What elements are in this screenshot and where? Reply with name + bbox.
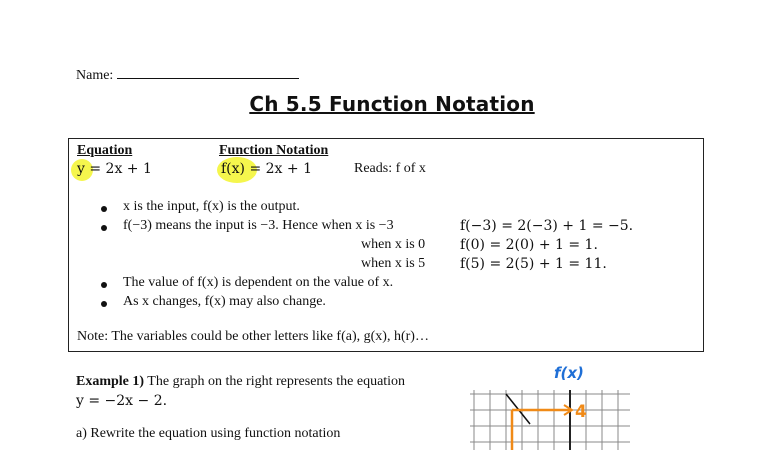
definition-box	[68, 138, 704, 352]
bullet-dot	[101, 301, 107, 307]
bullet-3: The value of f(x) is dependent on the value of x.	[123, 275, 394, 290]
when-x-0: when x is 0	[361, 237, 426, 252]
column-header-function-notation: Function Notation	[219, 143, 329, 158]
bullet-4: As x changes, f(x) may also change.	[123, 294, 326, 309]
function-notation-text: f(x) = 2x + 1	[221, 161, 312, 177]
reads-text: Reads: f of x	[354, 161, 426, 176]
graph-grid	[470, 390, 630, 450]
column-header-equation: Equation	[77, 143, 133, 158]
note-text: Note: The variables could be other letters like f(a), g(x), h(r)…	[77, 329, 429, 344]
name-field	[76, 66, 299, 84]
when-x-5: when x is 5	[361, 256, 426, 271]
example-1-part-a: a) Rewrite the equation using function notation	[76, 426, 341, 441]
bullet-dot	[101, 282, 107, 288]
example-1-description: The graph on the right represents the equation	[144, 374, 406, 389]
example-graph	[470, 390, 630, 450]
bullet-dot	[101, 206, 107, 212]
equation-text: y = 2x + 1	[77, 161, 152, 177]
bullet-2: f(−3) means the input is −3. Hence when x is −3	[123, 218, 394, 233]
example-1-text	[76, 374, 405, 390]
graph-annotation: 4	[575, 402, 587, 422]
result-5: f(5) = 2(5) + 1 = 11.	[460, 256, 607, 272]
page-title: Ch 5.5 Function Notation	[249, 92, 535, 116]
graph-axis-label: f(x)	[554, 364, 584, 382]
bullet-dot	[101, 225, 107, 231]
example-1-label: Example 1)	[76, 374, 145, 389]
result-0: f(0) = 2(0) + 1 = 1.	[460, 237, 598, 253]
example-1-equation: y = −2x − 2.	[76, 393, 168, 409]
name-blank-line	[117, 66, 299, 79]
bullet-1: x is the input, f(x) is the output.	[123, 199, 300, 214]
name-label: Name:	[76, 68, 114, 83]
result-minus-3: f(−3) = 2(−3) + 1 = −5.	[460, 218, 634, 234]
